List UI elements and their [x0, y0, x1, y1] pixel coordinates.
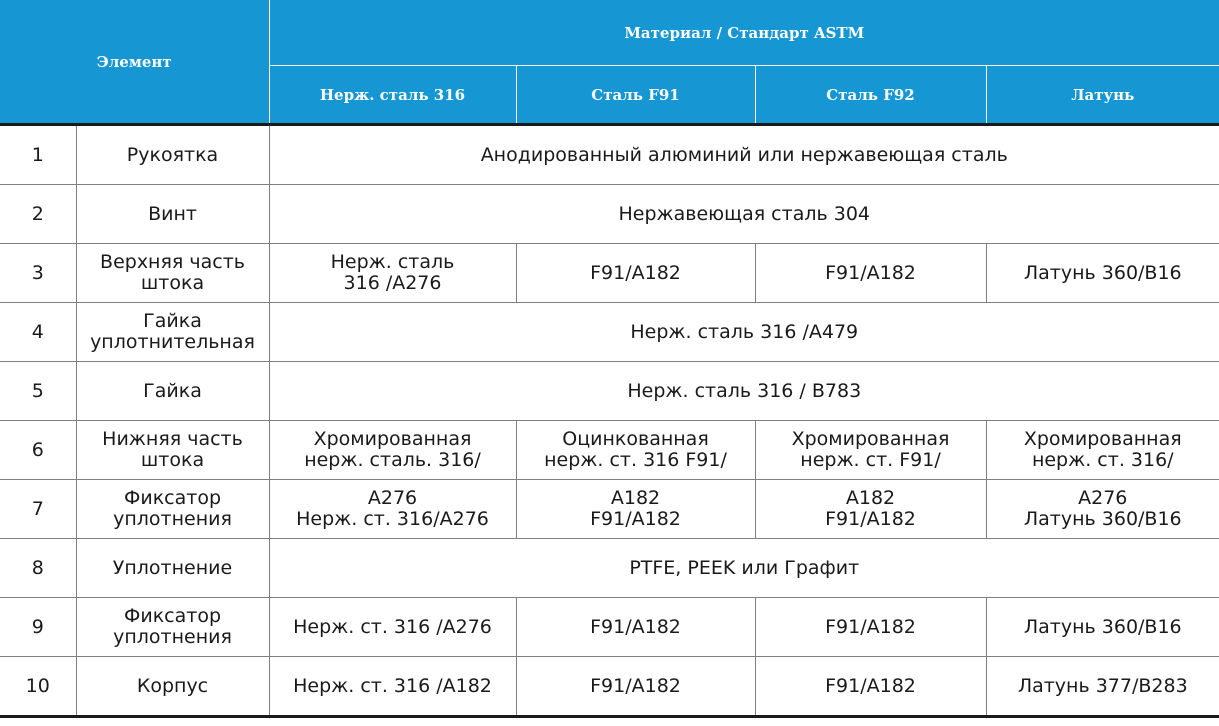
- header-col-brass: Латунь: [986, 66, 1219, 125]
- table-row: [0, 480, 1219, 539]
- table-row: [0, 539, 1219, 598]
- cell-steel-316: Нерж. ст. 316 /A182: [269, 657, 516, 717]
- row-element: Гайка: [76, 362, 269, 421]
- row-number: 9: [0, 598, 76, 657]
- row-element: Верхняя часть штока: [76, 244, 269, 303]
- row-element: Гайка уплотнительная: [76, 303, 269, 362]
- row-material-merged: Анодированный алюминий или нержавеющая сталь: [269, 125, 1219, 185]
- row-material-merged: PTFE, PEEK или Графит: [269, 539, 1219, 598]
- header-element: Элемент: [0, 0, 269, 125]
- table-row: [0, 598, 1219, 657]
- row-material-merged: Нержавеющая сталь 304: [269, 185, 1219, 244]
- row-element: Фиксатор уплотнения: [76, 598, 269, 657]
- cell-brass: A276 Латунь 360/B16: [986, 480, 1219, 539]
- table-row: [0, 303, 1219, 362]
- cell-steel-f92: F91/A182: [755, 657, 986, 717]
- table-row: [0, 421, 1219, 480]
- row-number: 6: [0, 421, 76, 480]
- table-row: [0, 362, 1219, 421]
- cell-steel-f92: A182 F91/A182: [755, 480, 986, 539]
- row-number: 5: [0, 362, 76, 421]
- cell-brass: Латунь 360/B16: [986, 598, 1219, 657]
- row-element: Винт: [76, 185, 269, 244]
- row-element: Фиксатор уплотнения: [76, 480, 269, 539]
- row-number: 8: [0, 539, 76, 598]
- cell-brass: Латунь 377/B283: [986, 657, 1219, 717]
- table-row: [0, 125, 1219, 185]
- row-number: 7: [0, 480, 76, 539]
- cell-steel-f91: F91/A182: [516, 657, 755, 717]
- row-material-merged: Нерж. сталь 316 /A479: [269, 303, 1219, 362]
- row-element: Нижняя часть штока: [76, 421, 269, 480]
- row-element: Корпус: [76, 657, 269, 717]
- row-element: Рукоятка: [76, 125, 269, 185]
- cell-steel-316: Нерж. сталь 316 /A276: [269, 244, 516, 303]
- table-row: [0, 185, 1219, 244]
- cell-steel-f92: Хромированная нерж. ст. F91/: [755, 421, 986, 480]
- row-number: 3: [0, 244, 76, 303]
- cell-brass: Латунь 360/B16: [986, 244, 1219, 303]
- cell-steel-f91: F91/A182: [516, 244, 755, 303]
- cell-steel-316: Нерж. ст. 316 /A276: [269, 598, 516, 657]
- row-number: 4: [0, 303, 76, 362]
- table-row: [0, 244, 1219, 303]
- cell-steel-f91: Оцинкованная нерж. ст. 316 F91/: [516, 421, 755, 480]
- table-row: [0, 657, 1219, 717]
- header-col-steel-316: Нерж. сталь 316: [269, 66, 516, 125]
- cell-steel-f91: A182 F91/A182: [516, 480, 755, 539]
- header-col-steel-f91: Сталь F91: [516, 66, 755, 125]
- row-material-merged: Нерж. сталь 316 / B783: [269, 362, 1219, 421]
- row-number: 10: [0, 657, 76, 717]
- row-element: Уплотнение: [76, 539, 269, 598]
- cell-steel-316: Хромированная нерж. сталь. 316/: [269, 421, 516, 480]
- cell-steel-316: A276 Нерж. ст. 316/A276: [269, 480, 516, 539]
- row-number: 2: [0, 185, 76, 244]
- cell-steel-f91: F91/A182: [516, 598, 755, 657]
- cell-steel-f92: F91/A182: [755, 598, 986, 657]
- header-col-steel-f92: Сталь F92: [755, 66, 986, 125]
- cell-brass: Хромированная нерж. ст. 316/: [986, 421, 1219, 480]
- row-number: 1: [0, 125, 76, 185]
- header-material-group: Материал / Стандарт ASTM: [269, 0, 1219, 66]
- cell-steel-f92: F91/A182: [755, 244, 986, 303]
